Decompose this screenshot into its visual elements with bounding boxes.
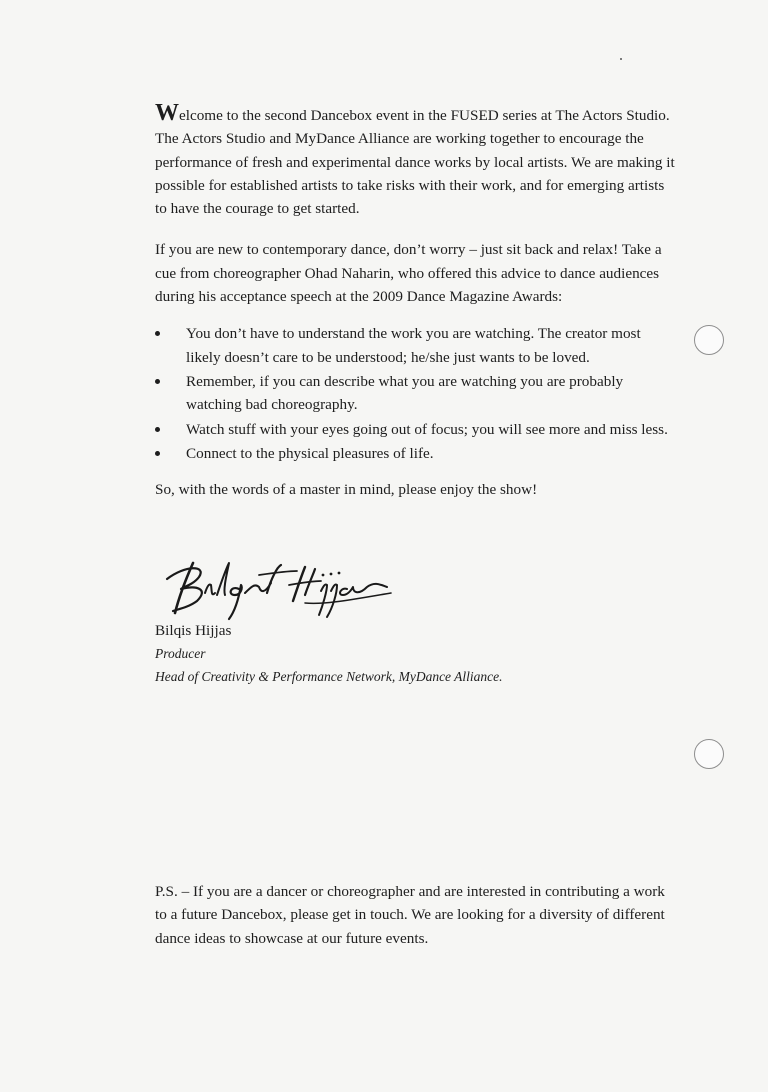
paper-speck [620,58,622,60]
punch-hole [694,739,724,769]
signer-position: Head of Creativity & Performance Network, MyDance Alliance. [155,669,503,685]
postscript-paragraph: P.S. – If you are a dancer or choreographer and are interested in contributing a work to a future Dancebox, please get in touch. We are looking for a diversity of different dance ideas to showcase at our future events. [155,883,665,947]
bullet-icon [155,451,160,456]
list-item [155,418,675,441]
drop-cap: W [155,100,179,126]
list-item [155,442,675,465]
closing-line: So, with the words of a master in mind, please enjoy the show! [155,481,538,499]
intro-text: elcome to the second Dancebox event in the FUSED series at The Actors Studio. The Actors Studio and MyDance Alliance are working together to encourage the performance of fresh and experimental dance works by local artists. We are making it possible for established artists to take risks with their work, and for emerging artists to have the courage to get started. [155,107,675,218]
list-item [155,322,675,369]
advice-intro-paragraph: If you are new to contemporary dance, don’t worry – just sit back and relax! Take a cue from choreographer Ohad Naharin, who offered this advice to dance audiences during his acceptance speech at the 2009 Dance Magazine Awards: [155,241,662,306]
intro-paragraph [155,100,675,220]
signer-role: Producer [155,646,206,662]
punch-hole [694,325,724,355]
bullet-icon [155,427,160,432]
list-item-text: Remember, if you can describe what you are watching you are probably watching bad choreography. [186,372,624,414]
list-item-text: You don’t have to understand the work you are watching. The creator most likely doesn’t care to be understood; he/she just wants to be loved. [186,325,641,366]
bullet-icon [155,331,160,336]
letter-body [155,100,675,689]
list-item [155,370,675,417]
signature-icon [155,553,395,623]
signer-block [155,619,675,689]
signer-name: Bilqis Hijjas [155,621,232,639]
list-item-text: Watch stuff with your eyes going out of focus; you will see more and miss less. [186,420,668,438]
list-item-text: Connect to the physical pleasures of life. [186,444,434,462]
bullet-icon [155,379,160,384]
advice-list [155,322,675,465]
